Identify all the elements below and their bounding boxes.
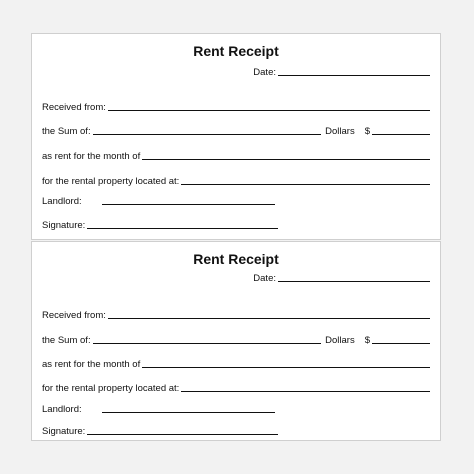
dollars-label: Dollars	[325, 335, 355, 346]
signature-label: Signature:	[42, 426, 86, 437]
landlord-row	[42, 401, 430, 415]
receipt-title: Rent Receipt	[193, 43, 279, 59]
property-row	[42, 173, 430, 187]
sum-row	[42, 332, 430, 346]
received-from-field[interactable]	[108, 318, 430, 319]
landlord-field[interactable]	[102, 412, 275, 413]
sum-words-field[interactable]	[93, 134, 322, 135]
month-row	[42, 148, 430, 162]
landlord-field[interactable]	[102, 204, 275, 205]
signature-field[interactable]	[87, 228, 278, 229]
rent-receipt-1	[31, 33, 441, 240]
signature-field[interactable]	[87, 434, 278, 435]
property-label: for the rental property located at:	[42, 176, 180, 187]
month-field[interactable]	[142, 159, 430, 160]
signature-row	[42, 423, 430, 437]
rent-receipt-2	[31, 241, 441, 441]
landlord-label: Landlord:	[42, 196, 82, 207]
received-from-row	[42, 307, 430, 321]
date-label: Date:	[253, 67, 276, 78]
month-row	[42, 356, 430, 370]
received-from-field[interactable]	[108, 110, 430, 111]
sum-row	[42, 123, 430, 137]
sum-label: the Sum of:	[42, 335, 91, 346]
received-from-label: Received from:	[42, 102, 106, 113]
property-field[interactable]	[181, 184, 430, 185]
received-from-label: Received from:	[42, 310, 106, 321]
date-field[interactable]	[278, 281, 430, 282]
month-label: as rent for the month of	[42, 359, 141, 370]
landlord-row	[42, 193, 430, 207]
received-from-row	[42, 99, 430, 113]
signature-label: Signature:	[42, 220, 86, 231]
property-row	[42, 380, 430, 394]
date-label: Date:	[253, 273, 276, 284]
sum-label: the Sum of:	[42, 126, 91, 137]
amount-field[interactable]	[372, 343, 430, 344]
month-label: as rent for the month of	[42, 151, 141, 162]
month-field[interactable]	[142, 367, 430, 368]
receipt-title: Rent Receipt	[193, 251, 279, 267]
date-row	[42, 64, 430, 78]
dollar-sign: $	[364, 126, 370, 137]
sum-words-field[interactable]	[93, 343, 322, 344]
signature-row	[42, 217, 430, 231]
property-label: for the rental property located at:	[42, 383, 180, 394]
amount-field[interactable]	[372, 134, 430, 135]
date-row	[42, 270, 430, 284]
dollars-label: Dollars	[325, 126, 355, 137]
date-field[interactable]	[278, 75, 430, 76]
property-field[interactable]	[181, 391, 430, 392]
landlord-label: Landlord:	[42, 404, 82, 415]
dollar-sign: $	[364, 335, 370, 346]
